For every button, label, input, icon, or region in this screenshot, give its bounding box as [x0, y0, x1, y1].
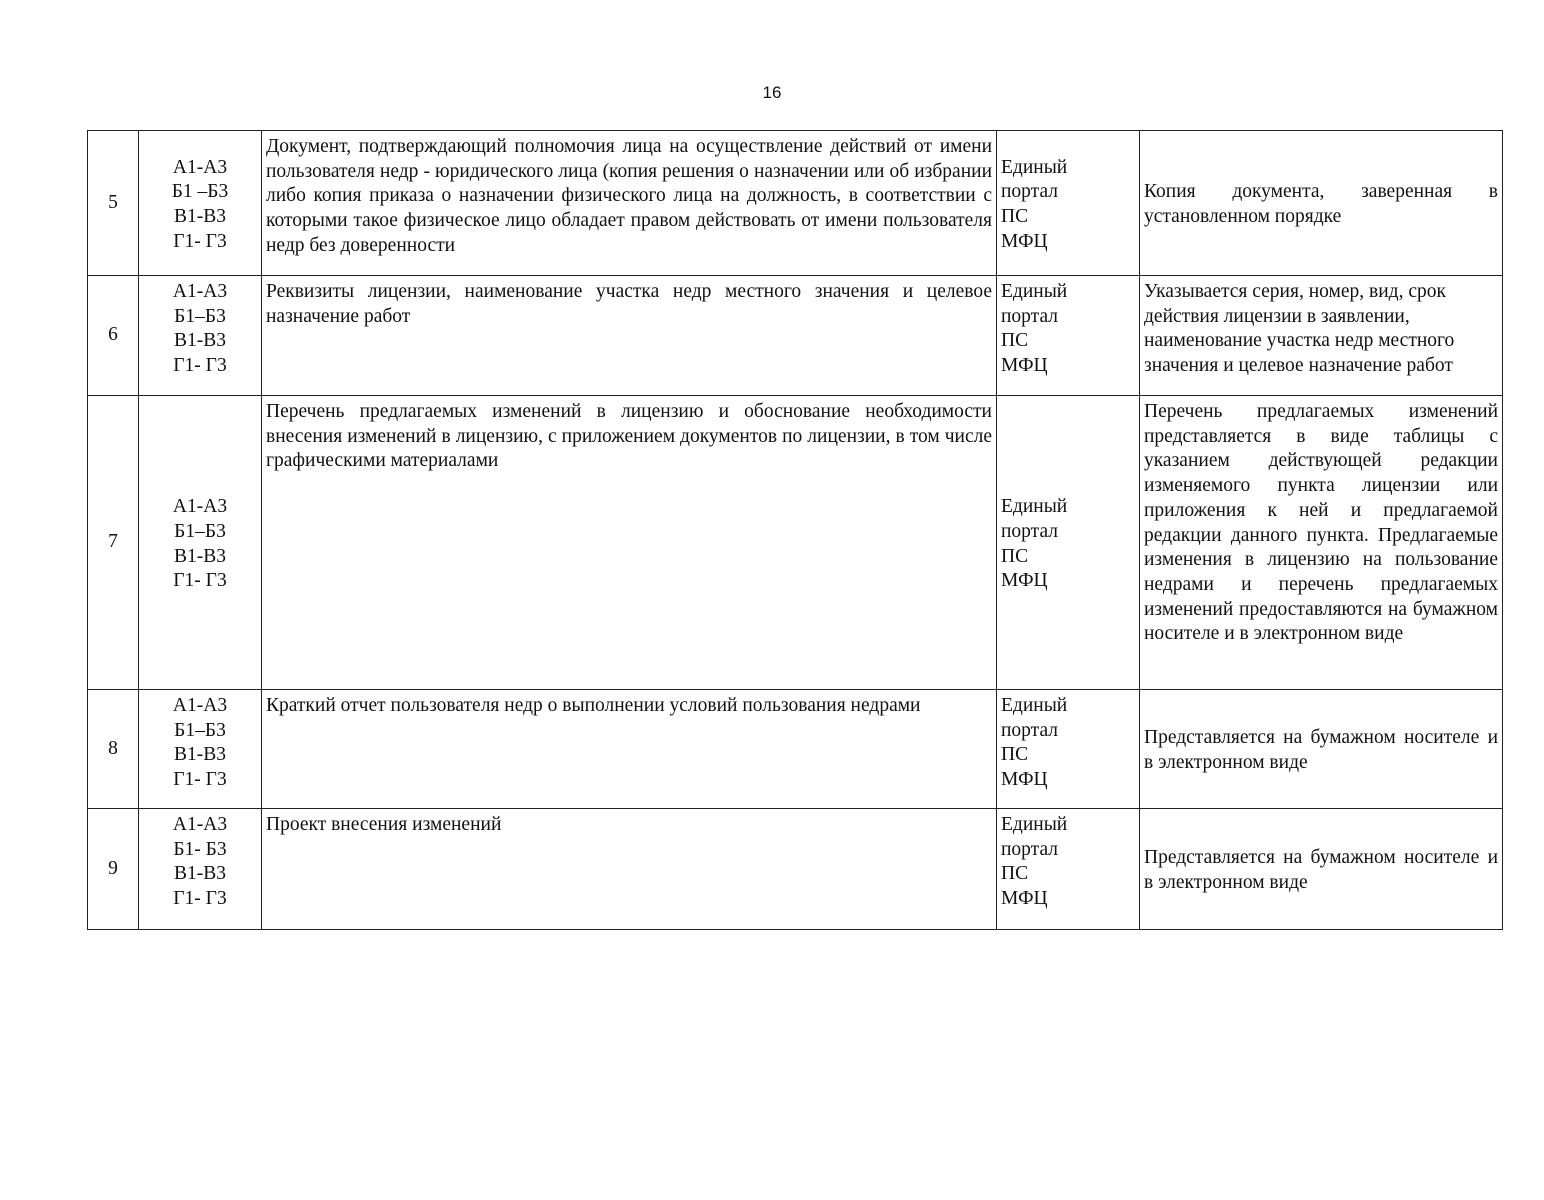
table-row — [88, 131, 1503, 276]
category-code: А1-А3 — [172, 156, 228, 178]
row-number: 9 — [88, 809, 139, 930]
category-code: В1-В3 — [173, 206, 226, 227]
document-description: Проект внесения изменений — [262, 809, 997, 930]
category-code: А1-А3 — [172, 496, 228, 518]
category-code: Г1- Г3 — [173, 570, 227, 592]
document-description: Документ, подтверждающий полномочия лица на осуществление действий от имени пользователя недр - юридического лица (копия решения о назначении или об избрании либо копия приказа о назначении физического лица на должность, в соответствии с которыми такое физическое лицо обладает правом действовать от имени пользователя недр без доверенности — [262, 131, 997, 276]
row-number: 6 — [88, 276, 139, 396]
page-number: 16 — [762, 83, 782, 102]
channel-item: Единый — [1001, 281, 1068, 302]
channel-item: портал — [1001, 520, 1058, 542]
channel-item: ПС — [1001, 744, 1029, 766]
category-code: Б1–Б3 — [174, 719, 226, 741]
channel-item: ПС — [1001, 545, 1029, 567]
table-row — [88, 276, 1503, 396]
row-number: 7 — [88, 396, 139, 690]
channel-item: портал — [1001, 305, 1058, 327]
channel-item: МФЦ — [1001, 570, 1048, 592]
category-code: Г1- Г3 — [173, 230, 227, 252]
document-requirement-note: Указывается серия, номер, вид, срок действия лицензии в заявлении, наименование участка недр местного значения и целевое назначение работ — [1140, 276, 1503, 396]
row-number: 8 — [88, 690, 139, 809]
channel-item: ПС — [1001, 206, 1029, 227]
document-requirement-note: Представляется на бумажном носителе и в электронном виде — [1140, 809, 1503, 930]
category-code: Г1- Г3 — [173, 769, 227, 791]
submission-channels — [997, 276, 1140, 396]
document-requirement-note: Перечень предлагаемых изменений представляется в виде таблицы с указанием действующей редакции изменяемого пункта лицензии или приложения к ней и предлагаемой редакции данного пункта. Предлагаемые изменения в лицензию на пользование недрами и перечень предлагаемых изменений предоставляются на бумажном носителе и в электронном виде — [1140, 396, 1503, 690]
category-code: Г1- Г3 — [173, 355, 227, 377]
applicant-categories — [139, 396, 262, 690]
channel-item: Единый — [1001, 814, 1068, 835]
table-row — [88, 690, 1503, 809]
submission-channels — [997, 396, 1140, 690]
category-code: Б1–Б3 — [174, 520, 226, 542]
category-code: В1-В3 — [173, 744, 226, 766]
category-code: А1-А3 — [172, 814, 228, 835]
category-code: В1-В3 — [173, 863, 226, 885]
applicant-categories — [139, 690, 262, 809]
document-description: Перечень предлагаемых изменений в лицензию и обоснование необходимости внесения изменений в лицензию, с приложением документов по лицензии, в том числе графическими материалами — [262, 396, 997, 690]
category-code: Г1- Г3 — [173, 888, 227, 910]
channel-item: Единый — [1001, 496, 1068, 518]
channel-item: портал — [1001, 181, 1058, 203]
applicant-categories — [139, 276, 262, 396]
table-row — [88, 809, 1503, 930]
channel-item: МФЦ — [1001, 769, 1048, 791]
channel-item: МФЦ — [1001, 355, 1048, 377]
channel-item: МФЦ — [1001, 888, 1048, 910]
submission-channels — [997, 690, 1140, 809]
documents-table — [87, 130, 1503, 930]
category-code: В1-В3 — [173, 545, 226, 567]
category-code: А1-А3 — [172, 281, 228, 302]
category-code: Б1–Б3 — [174, 305, 226, 327]
channel-item: ПС — [1001, 863, 1029, 885]
channel-item: портал — [1001, 838, 1058, 860]
category-code: Б1 –Б3 — [171, 181, 229, 203]
applicant-categories — [139, 809, 262, 930]
applicant-categories — [139, 131, 262, 276]
document-description: Краткий отчет пользователя недр о выполнении условий пользования недрами — [262, 690, 997, 809]
document-description: Реквизиты лицензии, наименование участка недр местного значения и целевое назначение работ — [262, 276, 997, 396]
document-requirement-note: Копия документа, заверенная в установленном порядке — [1140, 131, 1503, 276]
channel-item: ПС — [1001, 330, 1029, 352]
category-code: А1-А3 — [172, 695, 228, 716]
submission-channels — [997, 131, 1140, 276]
channel-item: портал — [1001, 719, 1058, 741]
channel-item: МФЦ — [1001, 230, 1048, 252]
channel-item: Единый — [1001, 156, 1068, 178]
table-row — [88, 396, 1503, 690]
row-number: 5 — [88, 131, 139, 276]
channel-item: Единый — [1001, 695, 1068, 716]
category-code: В1-В3 — [173, 330, 226, 352]
submission-channels — [997, 809, 1140, 930]
document-requirement-note: Представляется на бумажном носителе и в электронном виде — [1140, 690, 1503, 809]
category-code: Б1- Б3 — [173, 838, 227, 860]
